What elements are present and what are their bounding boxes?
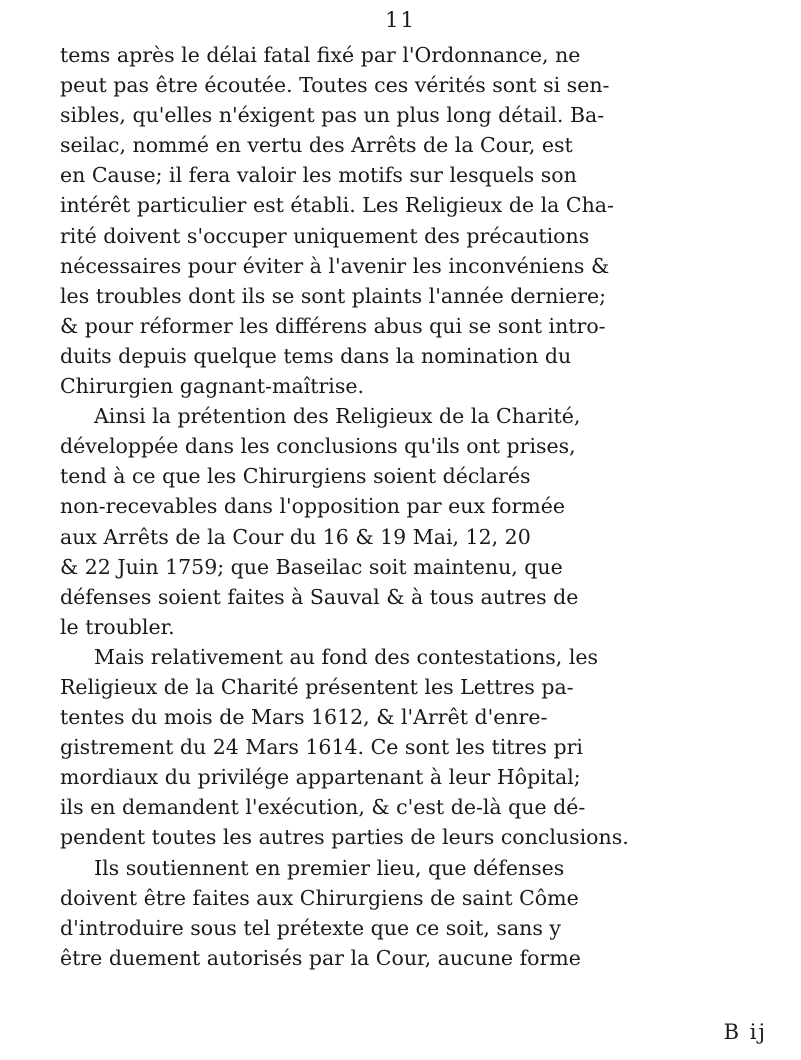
text-line: en Cause; il fera valoir les motifs sur lesquels son (60, 163, 577, 188)
text-line: gistrement du 24 Mars 1614. Ce sont les titres pri (60, 735, 583, 760)
text-line: ils en demandent l'exécution, & c'est de-là que dé- (60, 795, 586, 820)
text-line: Mais relativement au fond des contestations, les (94, 644, 599, 669)
text-line: pendent toutes les autres parties de leurs conclusions. (60, 825, 629, 850)
page-number: 11 (385, 8, 416, 32)
text-line: développée dans les conclusions qu'ils ont prises, (60, 434, 576, 459)
text-line: les troubles dont ils se sont plaints l'année derniere; (60, 283, 607, 308)
text-line: Religieux de la Charité présentent les Lettres pa- (60, 674, 574, 699)
text-line: non-recevables dans l'opposition par eux formée (60, 494, 566, 519)
text-line: seilac, nommé en vertu des Arrêts de la Cour, est (60, 133, 573, 158)
body-text (60, 40, 765, 973)
text-line: Ainsi la prétention des Religieux de la Charité, (94, 404, 581, 429)
text-line: mordiaux du privilége appartenant à leur Hôpital; (60, 765, 581, 790)
text-line: défenses soient faites à Sauval & à tous autres de (60, 584, 579, 609)
text-line: & 22 Juin 1759; que Baseilac soit maintenu, que (60, 554, 563, 579)
text-line: nécessaires pour éviter à l'avenir les inconvéniens & (60, 253, 610, 278)
text-line: sibles, qu'elles n'éxigent pas un plus long détail. Ba- (60, 103, 605, 128)
text-line: le troubler. (60, 614, 175, 639)
text-line: Ils soutiennent en premier lieu, que défenses (94, 855, 565, 880)
text-line: tems après le délai fatal fixé par l'Ordonnance, ne (60, 43, 581, 67)
signature-mark: B ij (723, 1020, 767, 1044)
text-line: doivent être faites aux Chirurgiens de saint Côme (60, 885, 579, 910)
text-line: duits depuis quelque tems dans la nomination du (60, 343, 572, 368)
text-line: peut pas être écoutée. Toutes ces vérités sont si sen- (60, 73, 610, 98)
text-line: être duement autorisés par la Cour, aucune forme (60, 945, 581, 970)
text-line: intérêt particulier est établi. Les Religieux de la Cha- (60, 193, 614, 218)
text-line: rité doivent s'occuper uniquement des précautions (60, 223, 590, 248)
text-line: Chirurgien gagnant-maîtrise. (60, 374, 365, 399)
text-line: & pour réformer les différens abus qui se sont intro- (60, 313, 606, 338)
text-line: aux Arrêts de la Cour du 16 & 19 Mai, 12, 20 (60, 524, 531, 549)
text-line: tend à ce que les Chirurgiens soient déclarés (60, 464, 531, 489)
text-line: tentes du mois de Mars 1612, & l'Arrêt d'enre- (60, 705, 548, 730)
text-line: d'introduire sous tel prétexte que ce soit, sans y (60, 915, 561, 940)
